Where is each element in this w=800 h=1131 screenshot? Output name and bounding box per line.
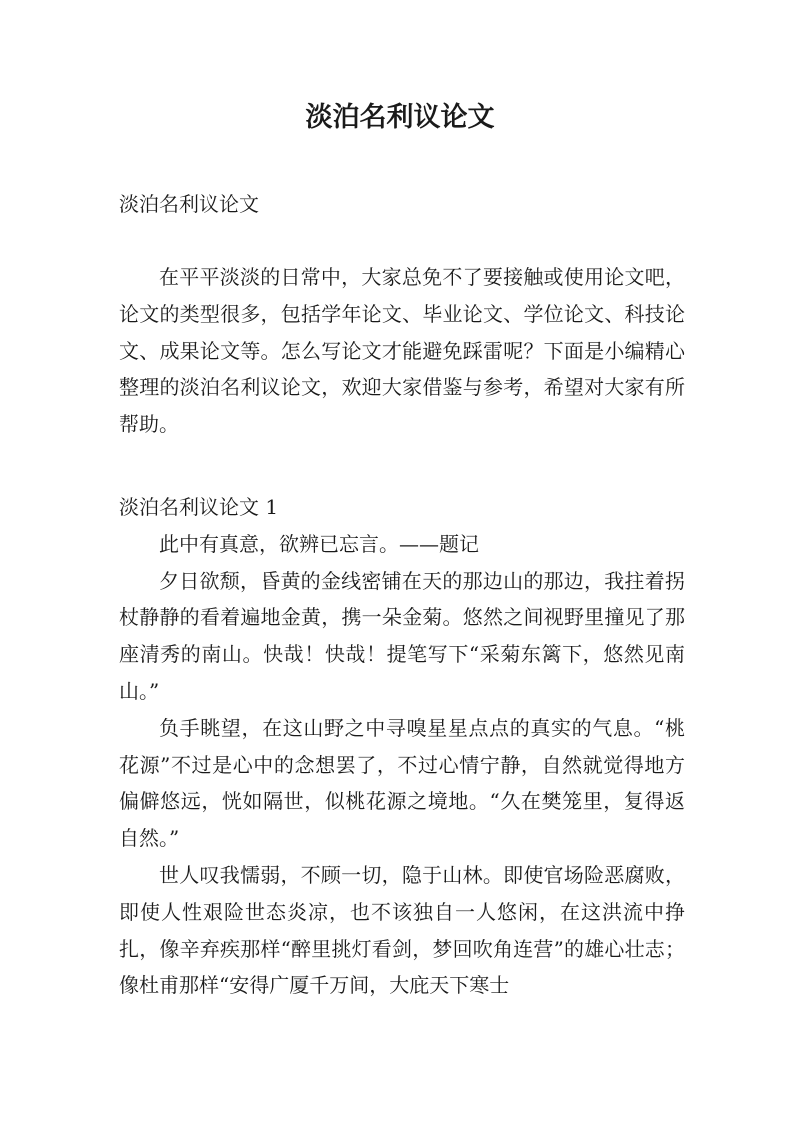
section-heading: 淡泊名利议论文 1	[119, 495, 279, 519]
body-paragraph: 世人叹我懦弱，不顾一切，隐于山林。即使官场险恶腐败，即使人性艰险世态炎凉，也不该独自一人悠闲，在这洪流中挣扎，像辛弃疾那样“醉里挑灯看剑，梦回吹角连营”的雄心壮志；像杜甫那样“安得广厦千万间，大庇天下寒士	[119, 862, 685, 998]
intro-section	[119, 259, 685, 443]
epigraph-paragraph: 此中有真意，欲辨已忘言。——题记	[159, 531, 479, 556]
document-title: 淡泊名利议论文	[305, 102, 495, 133]
essay-section	[119, 489, 685, 1004]
intro-paragraph: 在平平淡淡的日常中，大家总免不了要接触或使用论文吧，论文的类型很多，包括学年论文、毕业论文、学位论文、科技论文、成果论文等。怎么写论文才能避免踩雷呢？下面是小编精心整理的淡泊名利议论文，欢迎大家借鉴与参考，希望对大家有所帮助。	[119, 265, 685, 437]
body-paragraph: 夕日欲颓，昏黄的金线密铺在天的那边山的那边，我拄着拐杖静静的看着遍地金黄，携一朵金菊。悠然之间视野里撞见了那座清秀的南山。快哉！快哉！提笔写下“采菊东篱下，悠然见南山。”	[119, 568, 685, 703]
body-paragraph: 负手眺望，在这山野之中寻嗅星星点点的真实的气息。“桃花源”不过是心中的念想罢了，不过心情宁静，自然就觉得地方偏僻悠远，恍如隔世，似桃花源之境地。“久在樊笼里，复得返自然。”	[119, 715, 685, 851]
document-subtitle: 淡泊名利议论文	[119, 192, 259, 216]
